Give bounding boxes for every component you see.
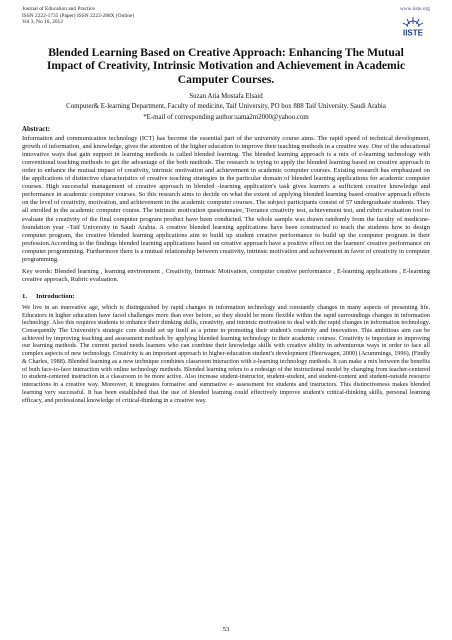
section-title: Introduction: <box>36 292 75 300</box>
journal-url[interactable]: www.iiste.org <box>399 6 430 12</box>
page-number: 53 <box>222 626 230 633</box>
abstract-body: Information and communication technology (ICT) has become the essential part of the university course aims. The rapid speed of technical development, growth of information, and knowledge, gives the attention of the higher education to improve their teaching methods in a creative way. One of the educational innovative ways that gain support in learning methods is called blended learning. The blended learning approach is a mix of e-learning technology with conventional teaching methods to get the advantage of the both methods. The research is trying to apply the blended learning based on creative approach in order to enhance the mutual impact of creativity, intrinsic motivation and achievement in academic computer courses. Existing research has emphasized on the applications of distinctive characteristics of creative teaching strategies in the particular domain of blended learning applications for academic computer courses. High successful management of creative approach in blended -learning application's task gives learners a sufficient creative knowledge and performance in academic computer courses. So this research aims to decide on what the extent of applying blended learning based creative approach effects on the level of creativity, motivation, and achievement in the academic computer courses. The subject participants consist of 57 undergraduate students. They all enrolled in the academic computer course. The intrinsic motivation questionnaire, Torrance creativity test, achievement test, and rubric evaluation tool to evaluate the creativity of the final computer program product have been conducted. The whole sample was drawn randomly from the faculty of medicine- foundation year –Taif University in Saudi Arabia. A creative blended learning applications have been constructed to teach the students how to design computer program, the creative blended learning applications aim to build up student creative performance to build up the computer program in their profession.According to the findings blended learning applications based on creative approach have a positive effect on the learners' creative performance on computer programming. Furthermore there is a mutual relationship between creativity, intrinsic motivation and achievement in favor of creativity in computer programming. <box>22 135 430 263</box>
journal-issn: ISSN 2222-1735 (Paper) ISSN 2222-288X (Online) <box>22 12 135 19</box>
section-number: 1. <box>22 292 28 300</box>
journal-info <box>22 6 134 26</box>
section-heading <box>22 293 430 301</box>
author-affiliation: Computer& E-learning Department, Faculty of medicine, Taif University, PO box 888 Taif University. Saudi Arabia <box>66 102 386 110</box>
abstract-heading: Abstract: <box>22 126 50 134</box>
journal-branding <box>396 6 430 42</box>
iiste-logo-icon <box>396 15 430 42</box>
corresponding-email: *E-mail of corresponding author:sama2m2000@yahoo.com <box>143 113 309 121</box>
author-name: Suzan Atia Mostafa Elsaid <box>189 93 263 101</box>
svg-text:IISTE: IISTE <box>402 28 424 37</box>
paper-title: Blended Learning Based on Creative Approach: Enhancing The Mutual Impact of Creativity, Intrinsic Motivation and Achievement in Academic Camputer Courses. <box>46 46 406 86</box>
journal-volume: Vol 3, No 16, 2012 <box>22 19 63 26</box>
journal-name: Journal of Education and Practice <box>22 6 95 12</box>
running-header <box>22 4 430 40</box>
keywords: Key words: Blended learning , learning environment , Creativity, Intrinsic Motivation, computer creative performance , E-learning applications , E-learning creative approach, Rubric evaluation. <box>22 267 430 283</box>
section-body: We live in an innovative age, which is distinguished by rapid changes in information technology and constantly changes in many aspects of presenting life. Educators in higher education have faced challenges more than ever before, so they should be more flexible within the rapid surroundings changes in information technology. Also this requires students to enhance their thinking skills, creativity, and intrinsic motivation to deal with the rapid changes in information technology. Consequently The University's strategic core should set up itself as a prime in promoting their student's creativity and innovation. This ambitious aim can be achieved by improving teaching and assessment methods by applying blended learning technology in their academic courses. Creativity is important to improving our learning methods. The current period needs learners who can combine their knowledge skills with creative ability in adventurous ways in order to face all complex aspects of new technology. Creativity is an important approach to higher-education student’s development (Heerwagen, 2000) (Acummings, 1996), (Findly & Charles, 1988). Blended learning as a new technique combines classroom interaction with e-learning technology methods. It can make a mix between the benefits of both face-to-face interaction with online technology methods. Blended learning refers to a redesign of the instructional model by changing from teacher-centered to student-centered instruction in a classroom to be more active. Also increase student-instructor, student-student, and student-content and student-outside resource interactions in a creative way. Moreover, it integrates formative and summative e- assessment for students and instructors. This distinctiveness makes blended learning very successful. It has been established that the use of blended learning could effectively improve student's critical-thinking skills, personal learning efficacy, and professional knowledge of critical-thinking in a creative way. <box>22 303 430 404</box>
